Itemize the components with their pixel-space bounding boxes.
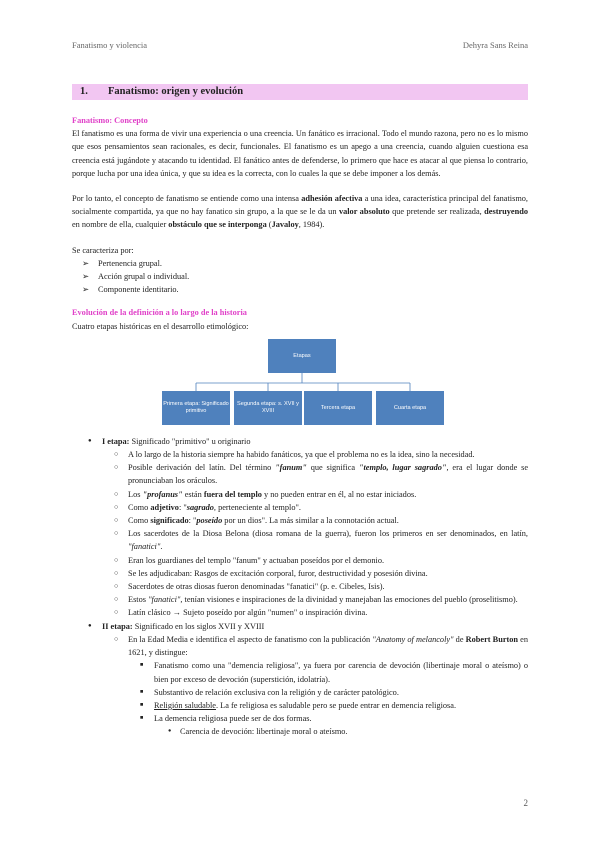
characteristics-intro: Se caracteriza por:	[72, 245, 134, 255]
list-item: ➢ Pertenencia grupal.	[82, 257, 528, 270]
list-item: ○ Los sacerdotes de la Diosa Belona (diosa romana de la guerra), fueron los primeros en ser denominados, en latín, "fanatici".	[114, 527, 528, 553]
characteristics-list	[72, 257, 528, 297]
list-item: ■ Substantivo de relación exclusiva con la religión y de carácter patológico.	[140, 686, 528, 699]
list-item: ➢ Acción grupal o individual.	[82, 270, 528, 283]
list-item: ○ Los "profanus" están fuera del templo y no pueden entrar en él, al no estar iniciados.	[114, 488, 528, 501]
diagram-root-box: Etapas	[268, 339, 336, 373]
concept-heading: Fanatismo: Concepto	[72, 116, 148, 125]
list-item: ○ A lo largo de la historia siempre ha habido fanáticos, ya que el problema no es la idea, sino la necesidad.	[114, 448, 528, 461]
page-body	[72, 84, 528, 739]
list-item: ○ En la Edad Media e identifica el aspecto de fanatismo con la publicación "Anatomy of melancoly" de Robert Burton en 1621, y distingue: ■ Fanatismo como una "demencia religiosa", ya fuera por carencia de devoción (libertinaje moral o ateísmo) o bien por exceso de devoción (superstición, idolatría). ■ Substantivo de relación exclusiva con la religión y de carácter patológico. ■ Religión saludable. La fe religiosa es saludable pero se puede entrar en demencia religiosa. ■ La demencia religiosa puede ser de dos formas. ● Carencia de devoción: libertinaje moral o ateísmo.	[114, 633, 528, 739]
list-item: ○ Posible derivación del latín. Del término "fanum" que significa "templo, lugar sagrado", era el lugar donde se pronunciaban los oráculos.	[114, 461, 528, 487]
list-item: ➢ Componente identitario.	[82, 283, 528, 296]
list-item: ● Carencia de devoción: libertinaje moral o ateísmo.	[168, 725, 528, 738]
list-item: ○ Estos "fanatici", tenían visiones e inspiraciones de la divinidad y manejaban las emociones del pueblo (proselitismo).	[114, 593, 528, 606]
diagram-stage-box: Segunda etapa: s. XVII y XVIII	[234, 391, 302, 425]
list-item: ○ Se les adjudicaban: Rasgos de excitación corporal, furor, destructividad y posesión divina.	[114, 567, 528, 580]
page-number: 2	[523, 798, 528, 808]
stage-2-item: ● II etapa: Significado en los siglos XVII y XVIII ○ En la Edad Media e identifica el aspecto de fanatismo con la publicación "Anatomy of melancoly" de Robert Burton en 1621, y distingue: ■ Fanatismo como una "demencia religiosa", ya fuera por carencia de devoción (libertinaje moral o ateísmo) o bien por exceso de devoción (superstición, idolatría). ■ Substantivo de relación exclusiva con la religión y de carácter patológico. ■ Religión saludable. La fe religiosa es saludable pero se puede entrar en demencia religiosa. ■ La demencia religiosa puede ser de dos formas. ● Carencia de devoción: libertinaje moral o ateísmo.	[88, 620, 528, 739]
header-left: Fanatismo y violencia	[72, 40, 148, 50]
evolution-heading: Evolución de la definición a lo largo de la historia	[72, 308, 247, 318]
list-item: ■ Religión saludable. La fe religiosa es saludable pero se puede entrar en demencia religiosa.	[140, 699, 528, 712]
section-number: 1.	[80, 86, 88, 98]
list-item: ○ Sacerdotes de otras diosas fueron denominadas "fanatici" (p. e. Cibeles, Isis).	[114, 580, 528, 593]
section-heading	[72, 84, 528, 100]
stages-diagram	[72, 339, 528, 431]
diagram-stage-box: Primera etapa: Significado primitivo	[162, 391, 230, 425]
diagram-stage-box: Tercera etapa	[304, 391, 372, 425]
concept-paragraph-1: El fanatismo es una forma de vivir una experiencia o una creencia. Un fanático es irracional. Todo el mundo razona, pero no es lo mismo que esos pensamientos sean racionales, es decir, funcionales. El fanatismo es un apego a una creencia, cuando alguien cuestiona esa creencia está jugándote y atacando tu identidad. El fanático antes de defenderse, lo primero que hace es atacar al que piensa lo contrario, porque lucha por una idea única, y que su idea es la correcta, con lo cuales la que se debe imponer a los demás.	[72, 129, 528, 178]
concept-paragraph-2: Por lo tanto, el concepto de fanatismo se entiende como una intensa adhesión afectiva a una idea, característica principal del fanatismo, socialmente compartida, ya que no hay fanatico sin grupo, a la que se le da un valor absoluto que pretende ser realizada, destruyendo en nombre de ella, cualquier obstáculo que se interponga (Javaloy, 1984).	[72, 194, 528, 230]
header-right: Dehyra Sans Reina	[462, 40, 528, 50]
list-item: ■ Fanatismo como una "demencia religiosa", ya fuera por carencia de devoción (libertinaje moral o ateísmo) o bien por exceso de devoción (superstición, idolatría).	[140, 659, 528, 685]
diagram-stage-box: Cuarta etapa	[376, 391, 444, 425]
stages-list	[72, 435, 528, 739]
list-item: ○ Como adjetivo: "sagrado, perteneciente al templo".	[114, 501, 528, 514]
list-item: ○ Latín clásico → Sujeto poseído por algún "numen" o inspiración divina.	[114, 606, 528, 619]
section-title: Fanatismo: origen y evolución	[108, 86, 244, 98]
list-item: ○ Eran los guardianes del templo "fanum" y actuaban poseídos por el demonio.	[114, 554, 528, 567]
stage-1-item: ● I etapa: Significado "primitivo" u originario ○ A lo largo de la historia siempre ha habido fanáticos, ya que el problema no es la idea, sino la necesidad. ○ Posible derivación del latín. Del término "fanum" que significa "templo, lugar sagrado", era el lugar donde se pronunciaban los oráculos. ○ Los "profanus" están fuera del templo y no pueden entrar en él, al no estar iniciados. ○ Como adjetivo: "sagrado, perteneciente al templo". ○ Como significado: "poseído por un dios". La más similar a la connotación actual. ○ Los sacerdotes de la Diosa Belona (diosa romana de la guerra), fueron los primeros en ser denominados, en latín, "fanatici". ○ Eran los guardianes del templo "fanum" y actuaban poseídos por el demonio. ○ Se les adjudicaban: Rasgos de excitación corporal, furor, destructividad y posesión divina. ○ Sacerdotes de otras diosas fueron denominadas "fanatici" (p. e. Cibeles, Isis). ○ Estos "fanatici", tenían visiones e inspiraciones de la divinidad y manejaban las emociones del pueblo (proselitismo). ○ Latín clásico → Sujeto poseído por algún "numen" o inspiración divina.	[88, 435, 528, 620]
evolution-intro: Cuatro etapas históricas en el desarrollo etimológico:	[72, 321, 249, 331]
list-item: ■ La demencia religiosa puede ser de dos formas. ● Carencia de devoción: libertinaje moral o ateísmo.	[140, 712, 528, 738]
list-item: ○ Como significado: "poseído por un dios". La más similar a la connotación actual.	[114, 514, 528, 527]
